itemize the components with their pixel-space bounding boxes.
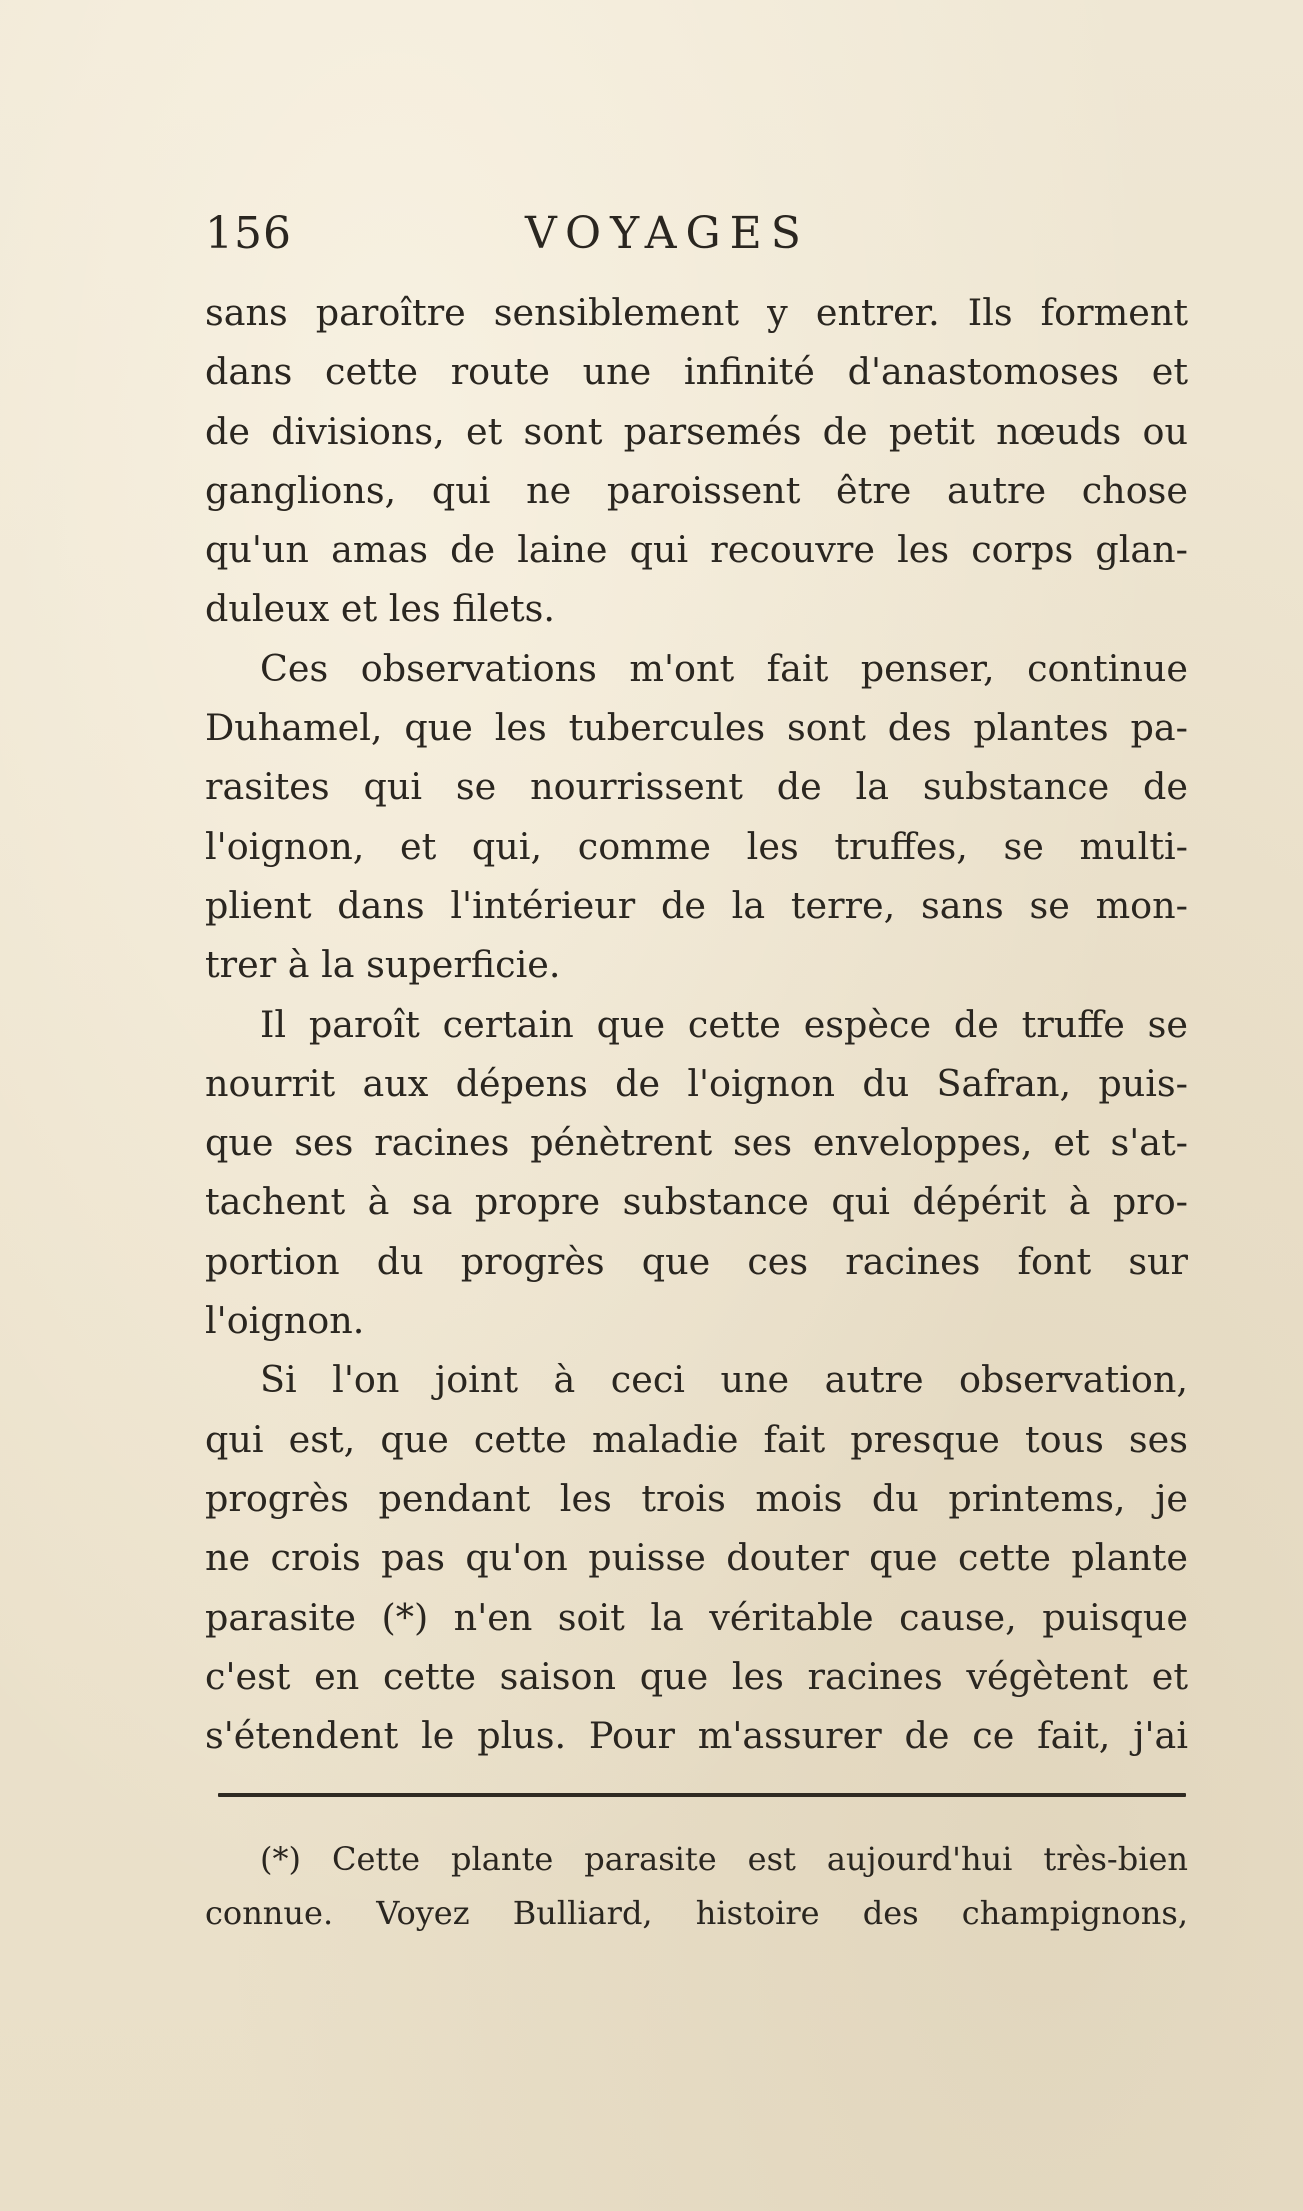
footnote-line: (*) Cette plante parasite est aujourd'hui très-bien — [260, 1840, 1188, 1878]
paragraph-start-line: Ces observations m'ont fait penser, continue — [260, 646, 1188, 690]
footnote-separator-rule — [218, 1793, 1186, 1797]
text-line: Duhamel, que les tubercules sont des plantes pa- — [205, 706, 1188, 750]
text-line: l'oignon. — [205, 1299, 365, 1343]
page-header — [205, 208, 1190, 268]
body-text — [205, 283, 1188, 1765]
text-line: que ses racines pénètrent ses enveloppes, et s'at- — [205, 1121, 1188, 1165]
footnote — [205, 1832, 1188, 1940]
text-line: tachent à sa propre substance qui dépérit à pro- — [205, 1180, 1188, 1224]
text-line: ne crois pas qu'on puisse douter que cette plante — [205, 1536, 1188, 1580]
text-line: c'est en cette saison que les racines végètent et — [205, 1654, 1188, 1698]
running-title: VOYAGES — [525, 208, 810, 259]
footnote-line: connue. Voyez Bulliard, histoire des champignons, — [205, 1894, 1188, 1932]
text-line: dans cette route une infinité d'anastomoses et — [205, 350, 1188, 394]
text-line: sans paroître sensiblement y entrer. Ils forment — [205, 291, 1188, 334]
text-line: portion du progrès que ces racines font sur — [205, 1239, 1188, 1283]
text-line: s'étendent le plus. Pour m'assurer de ce fait, j'ai — [205, 1714, 1188, 1758]
text-line: qui est, que cette maladie fait presque tous ses — [205, 1417, 1188, 1461]
text-line: trer à la superficie. — [205, 943, 561, 987]
page-number: 156 — [205, 208, 292, 259]
text-line: rasites qui se nourrissent de la substance de — [205, 765, 1188, 809]
paragraph-start-line: Il paroît certain que cette espèce de truffe se — [260, 1002, 1188, 1046]
text-line: progrès pendant les trois mois du printems, je — [205, 1476, 1188, 1520]
text-line: ganglions, qui ne paroissent être autre chose — [205, 468, 1188, 512]
text-line: de divisions, et sont parsemés de petit nœuds ou — [205, 409, 1188, 453]
paragraph-start-line: Si l'on joint à ceci une autre observation, — [260, 1358, 1188, 1402]
text-line: parasite (*) n'en soit la véritable cause, puisque — [205, 1595, 1188, 1639]
text-line: nourrit aux dépens de l'oignon du Safran, puis- — [205, 1061, 1188, 1105]
text-line: l'oignon, et qui, comme les truffes, se multi- — [205, 824, 1188, 868]
text-line: duleux et les filets. — [205, 587, 555, 631]
text-line: plient dans l'intérieur de la terre, sans se mon- — [205, 883, 1188, 927]
text-line: qu'un amas de laine qui recouvre les corps glan- — [205, 528, 1188, 572]
